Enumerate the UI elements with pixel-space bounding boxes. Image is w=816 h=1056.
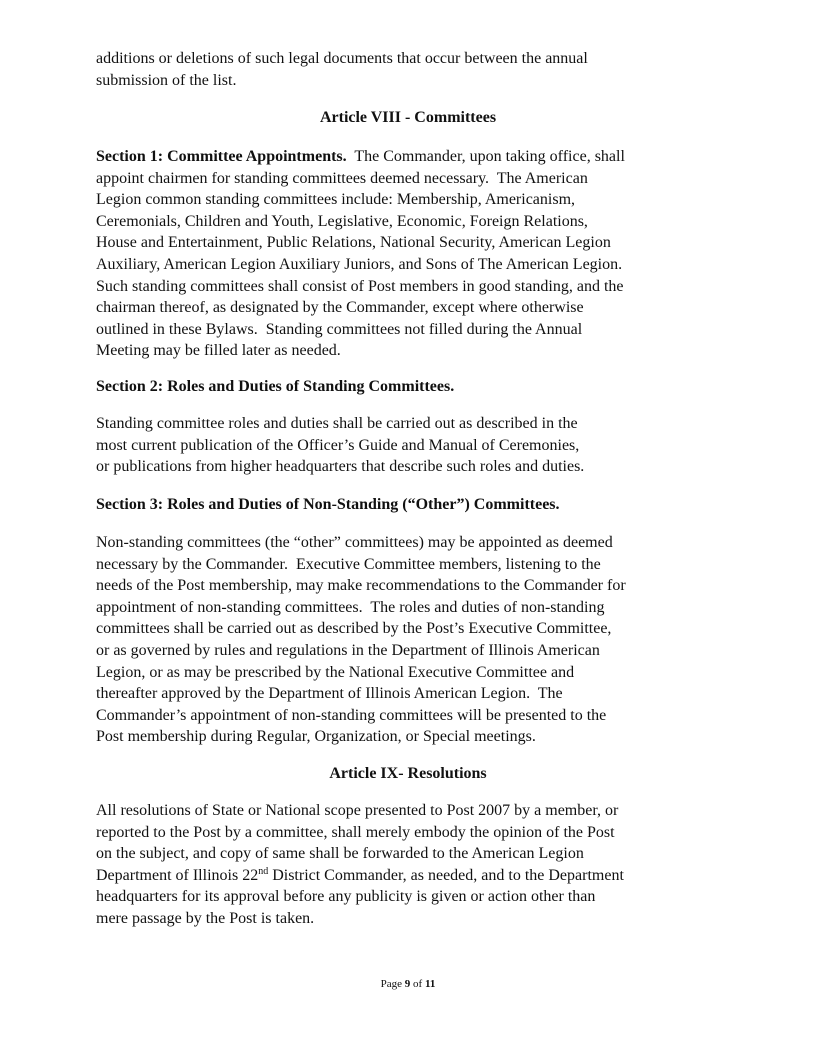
page-total: 11 xyxy=(424,978,436,990)
text-line: Post membership during Regular, Organization, or Special meetings. xyxy=(96,728,536,746)
text-line: thereafter approved by the Department of Illinois American Legion. The xyxy=(96,685,563,703)
text-line: Non-standing committees (the “other” committees) may be appointed as deemed xyxy=(96,534,613,551)
section-1-paragraph xyxy=(96,146,736,362)
text-line: District Commander, as needed, and to the Department xyxy=(268,866,624,884)
text-line: mere passage by the Post is taken. xyxy=(96,909,315,927)
section-3-heading: Section 3: Roles and Duties of Non-Standing (“Other”) Committees. xyxy=(96,496,560,513)
text-line: Commander’s appointment of non-standing committees will be presented to the xyxy=(96,706,607,724)
text-line: Auxiliary, American Legion Auxiliary Juniors, and Sons of The American Legion. xyxy=(96,255,623,273)
article-9-title: Article IX- Resolutions xyxy=(329,765,487,782)
page-footer xyxy=(0,977,816,991)
text-line: necessary by the Commander. Executive Committee members, listening to the xyxy=(96,555,601,573)
article-9-paragraph xyxy=(96,800,736,930)
text-line: on the subject, and copy of same shall be forwarded to the American Legion xyxy=(96,845,584,863)
text-line: Standing committee roles and duties shall be carried out as described in the xyxy=(96,415,578,432)
text-line: Legion, or as may be prescribed by the National Executive Committee and xyxy=(96,663,575,681)
section-2-paragraph xyxy=(96,413,736,478)
text-line: All resolutions of State or National scope presented to Post 2007 by a member, or xyxy=(96,802,619,819)
section-2-heading: Section 2: Roles and Duties of Standing Committees. xyxy=(96,378,455,395)
text-line: additions or deletions of such legal documents that occur between the annual xyxy=(96,50,588,67)
text-line: Meeting may be filled later as needed. xyxy=(96,342,341,360)
article-8-title: Article VIII - Committees xyxy=(319,109,497,126)
text-line: committees shall be carried out as described by the Post’s Executive Committee, xyxy=(96,620,612,638)
intro-continuation-paragraph xyxy=(96,48,736,91)
text-line: most current publication of the Officer’s Guide and Manual of Ceremonies, xyxy=(96,436,580,454)
page-label: Page xyxy=(380,978,405,990)
text-line: The Commander, upon taking office, shall xyxy=(346,148,625,165)
text-line: appoint chairmen for standing committees deemed necessary. The American xyxy=(96,169,588,187)
text-line: Department of Illinois 22 xyxy=(96,866,259,884)
section-1-heading: Section 1: Committee Appointments. xyxy=(96,148,347,165)
text-line: House and Entertainment, Public Relations, National Security, American Legion xyxy=(96,234,611,252)
ordinal-suffix: nd xyxy=(258,865,269,877)
section-3-paragraph xyxy=(96,532,736,748)
text-line: submission of the list. xyxy=(96,71,237,89)
text-line: appointment of non-standing committees. The roles and duties of non-standing xyxy=(96,598,605,616)
text-line: or publications from higher headquarters that describe such roles and duties. xyxy=(96,458,585,476)
of-label: of xyxy=(410,978,425,990)
text-line: Legion common standing committees include: Membership, Americanism, xyxy=(96,191,576,209)
text-line: chairman thereof, as designated by the Commander, except where otherwise xyxy=(96,299,584,317)
text-line: reported to the Post by a committee, shall merely embody the opinion of the Post xyxy=(96,823,615,841)
text-line: Ceremonials, Children and Youth, Legislative, Economic, Foreign Relations, xyxy=(96,212,588,230)
text-line: Such standing committees shall consist of Post members in good standing, and the xyxy=(96,277,624,295)
text-line: needs of the Post membership, may make recommendations to the Commander for xyxy=(96,577,626,595)
text-line: or as governed by rules and regulations in the Department of Illinois American xyxy=(96,641,600,659)
text-line: headquarters for its approval before any publicity is given or action other than xyxy=(96,888,596,906)
page-number: 9 xyxy=(404,978,411,990)
text-line: outlined in these Bylaws. Standing committees not filled during the Annual xyxy=(96,320,583,338)
